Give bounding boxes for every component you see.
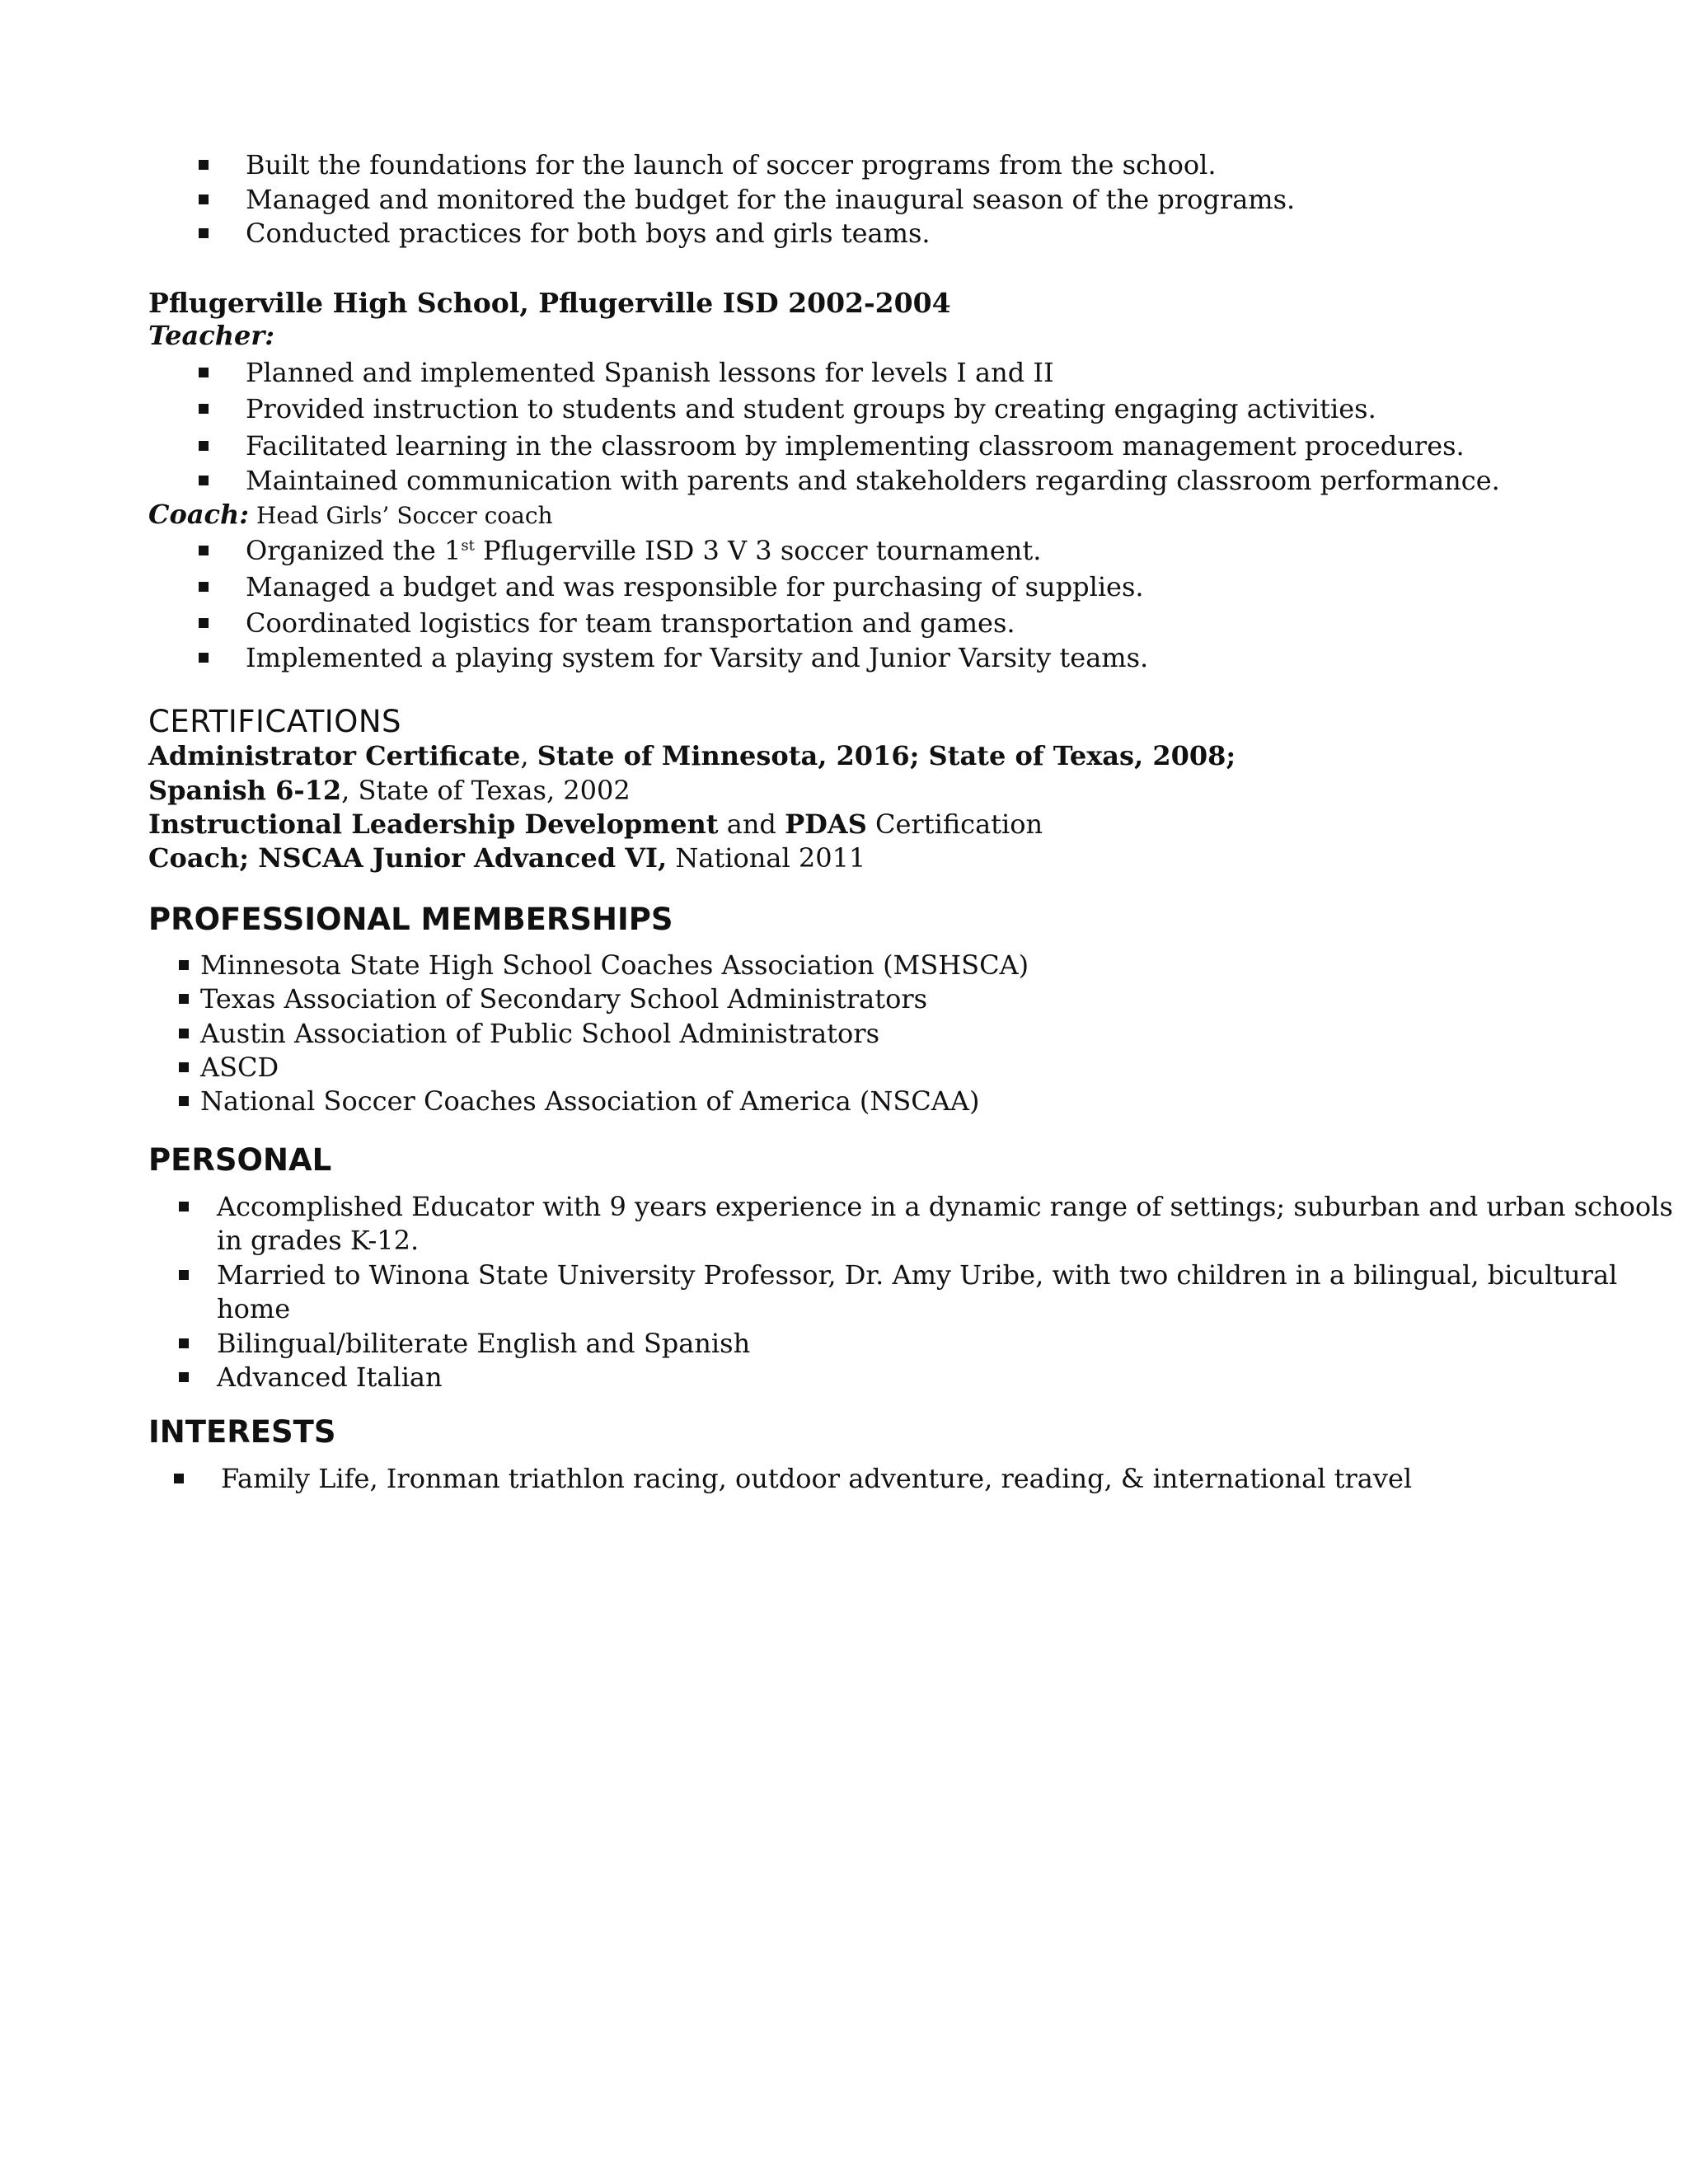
coach-bullet-text: Pflugerville ISD 3 V 3 soccer tournament. — [474, 535, 1042, 566]
membership-item: ASCD — [200, 1052, 279, 1083]
list-item: Conducted practices for both boys and girls teams. — [246, 218, 931, 249]
interest-item: Family Life, Ironman triathlon racing, outdoor adventure, reading, & international travel — [221, 1463, 1413, 1494]
cert-name: Administrator Certificate — [148, 740, 521, 771]
personal-item: Married to Winona State University Professor, Dr. Amy Uribe, with two children in a bilingual, bicultural — [217, 1259, 1618, 1291]
cert-detail: National 2011 — [667, 842, 866, 874]
bullet-icon — [179, 960, 189, 970]
bullet-icon — [199, 194, 209, 204]
list-item — [246, 534, 1041, 567]
list-item: Provided instruction to students and student groups by creating engaging activities. — [246, 393, 1376, 424]
personal-item: Bilingual/biliterate English and Spanish — [217, 1328, 751, 1359]
bullet-icon — [179, 1270, 189, 1280]
bullet-icon — [199, 404, 209, 414]
bullet-icon — [199, 618, 209, 628]
membership-item: National Soccer Coaches Association of America (NSCAA) — [200, 1085, 980, 1117]
bullet-icon — [179, 994, 189, 1004]
bullet-icon — [199, 546, 209, 555]
cert-separator: and — [718, 808, 785, 840]
bullet-icon — [199, 441, 209, 451]
bullet-icon — [199, 582, 209, 592]
list-item: Implemented a playing system for Varsity and Junior Varsity teams. — [246, 642, 1149, 673]
cert-name: PDAS — [785, 808, 867, 840]
list-item: Coordinated logistics for team transportation and games. — [246, 607, 1015, 639]
certification-line — [148, 841, 865, 874]
bullet-icon — [179, 1338, 189, 1348]
coach-line — [148, 498, 553, 531]
personal-item: Accomplished Educator with 9 years experience in a dynamic range of settings; suburban and urban schools — [217, 1191, 1673, 1222]
bullet-icon — [174, 1474, 184, 1483]
bullet-icon — [179, 1029, 189, 1038]
bullet-icon — [199, 160, 209, 170]
cert-name: Spanish 6-12 — [148, 775, 342, 806]
list-item: Managed and monitored the budget for the inaugural season of the programs. — [246, 184, 1296, 215]
coach-label: Coach: — [148, 499, 250, 530]
cert-detail: Certification — [866, 808, 1043, 840]
membership-item: Minnesota State High School Coaches Association (MSHSCA) — [200, 949, 1029, 981]
ordinal-suffix: st — [461, 537, 475, 555]
bullet-icon — [179, 1372, 189, 1382]
list-item: Facilitated learning in the classroom by implementing classroom management procedures. — [246, 430, 1465, 462]
certification-line — [148, 808, 1043, 841]
list-item: Built the foundations for the launch of soccer programs from the school. — [246, 149, 1217, 180]
section-title-interests: INTERESTS — [148, 1414, 336, 1450]
bullet-icon — [199, 476, 209, 485]
certification-line — [148, 739, 1236, 772]
personal-item-continuation: in grades K-12. — [217, 1225, 420, 1256]
list-item: Planned and implemented Spanish lessons for levels I and II — [246, 357, 1054, 388]
coach-description: Head Girls’ Soccer coach — [249, 502, 553, 529]
section-title-certifications: CERTIFICATIONS — [148, 704, 402, 739]
bullet-icon — [179, 1202, 189, 1212]
section-title-memberships: PROFESSIONAL MEMBERSHIPS — [148, 902, 673, 937]
bullet-icon — [179, 1062, 189, 1072]
teacher-label: Teacher: — [148, 320, 275, 351]
membership-item: Texas Association of Secondary School Administrators — [200, 983, 928, 1015]
cert-detail: , State of Texas, 2002 — [341, 775, 631, 806]
cert-name: Coach; NSCAA Junior Advanced VI, — [148, 842, 668, 874]
list-item: Managed a budget and was responsible for purchasing of supplies. — [246, 571, 1144, 602]
certification-line — [148, 774, 631, 807]
coach-bullet-text: Organized the 1 — [246, 535, 462, 566]
membership-item: Austin Association of Public School Administrators — [200, 1018, 879, 1049]
bullet-icon — [179, 1096, 189, 1106]
bullet-icon — [199, 228, 209, 238]
section-title-personal: PERSONAL — [148, 1142, 332, 1178]
personal-item: Advanced Italian — [217, 1361, 443, 1393]
bullet-icon — [199, 653, 209, 663]
cert-name: Instructional Leadership Development — [148, 808, 719, 840]
list-item: Maintained communication with parents and stakeholders regarding classroom performance. — [246, 465, 1500, 496]
cert-separator: , — [520, 740, 537, 771]
cert-detail: State of Minnesota, 2016; State of Texas, 2008; — [537, 740, 1236, 771]
personal-item-continuation: home — [217, 1293, 291, 1324]
employer-heading: Pflugerville High School, Pflugerville ISD 2002-2004 — [148, 287, 951, 319]
bullet-icon — [199, 368, 209, 377]
